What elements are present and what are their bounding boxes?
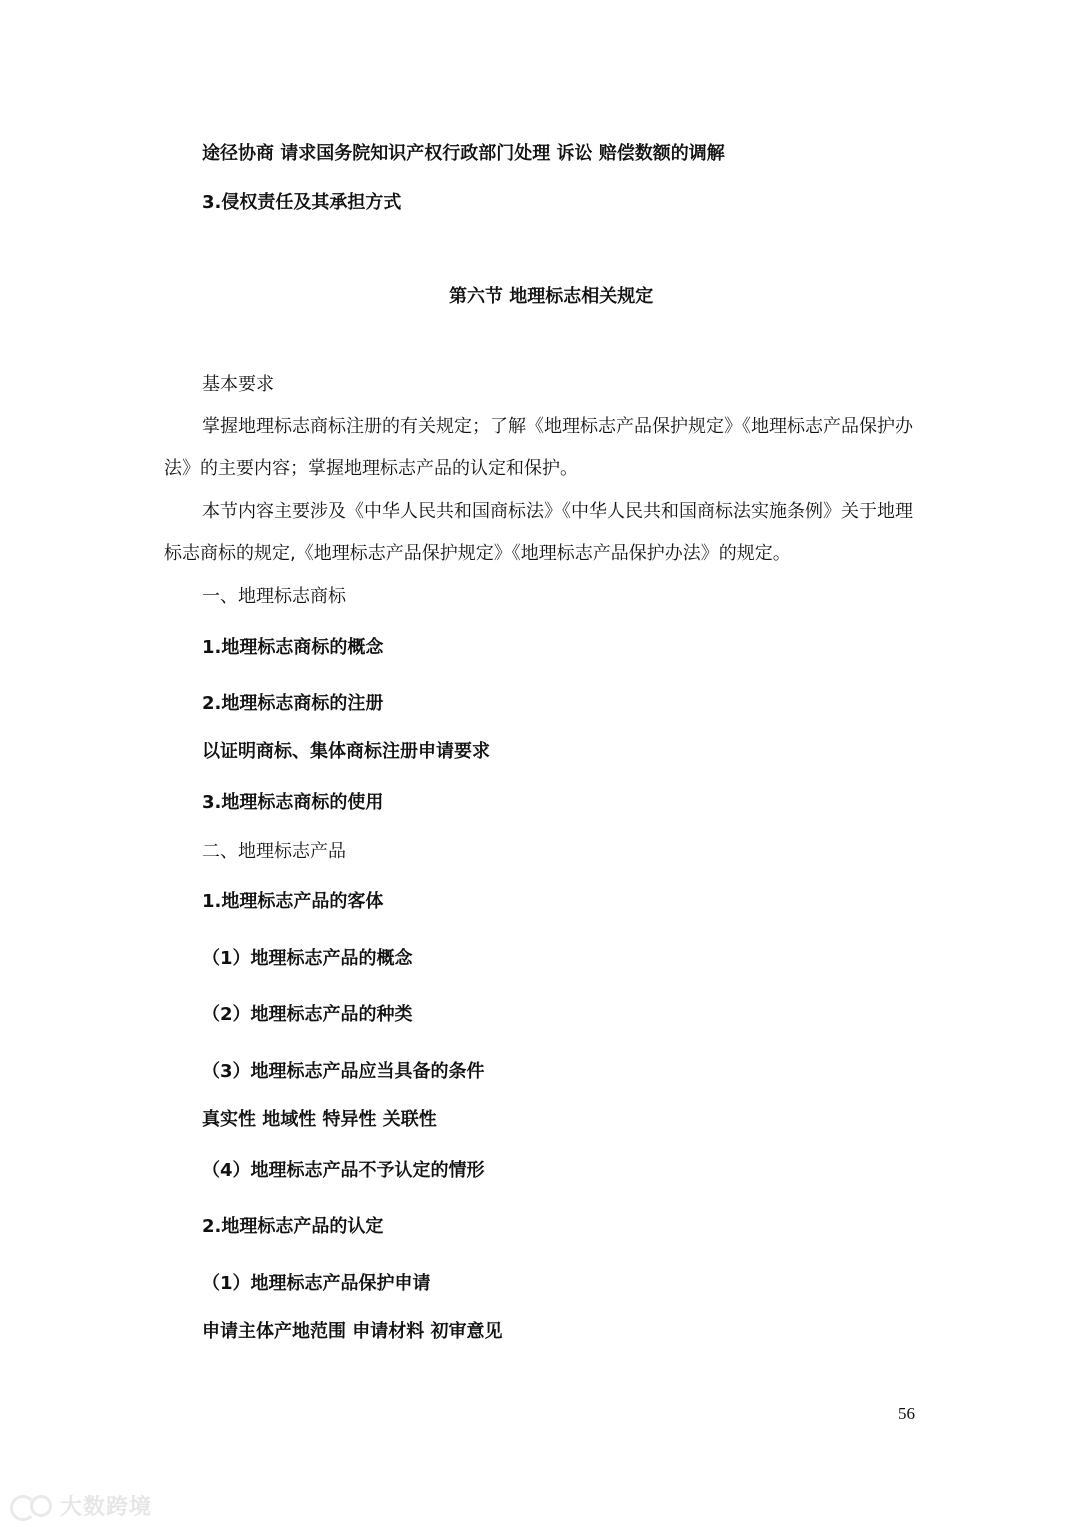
subitem-gi-product-exclusions: （4）地理标志产品不予认定的情形: [202, 1160, 485, 1181]
subitem-gi-product-concept: （1）地理标志产品的概念: [202, 948, 413, 969]
note-application-details: 申请主体产地范围 申请材料 初审意见: [202, 1321, 503, 1342]
item-gi-trademark-use: 3.地理标志商标的使用: [202, 792, 384, 813]
item-gi-product-recognition: 2.地理标志产品的认定: [202, 1216, 384, 1237]
subitem-gi-product-types: （2）地理标志产品的种类: [202, 1004, 413, 1025]
basic-requirements-heading: 基本要求: [202, 374, 274, 395]
item-gi-trademark-registration: 2.地理标志商标的注册: [202, 693, 384, 714]
section-title: 第六节 地理标志相关规定: [449, 286, 654, 307]
heading-gi-products: 二、地理标志产品: [202, 841, 346, 862]
subitem-protection-application: （1）地理标志产品保护申请: [202, 1273, 431, 1294]
watermark: [10, 1490, 152, 1521]
note-conditions-list: 真实性 地域性 特异性 关联性: [202, 1109, 437, 1130]
watermark-logo-icon: [10, 1493, 54, 1519]
item-gi-trademark-concept: 1.地理标志商标的概念: [202, 637, 384, 658]
text-line-remedies: 途径协商 请求国务院知识产权行政部门处理 诉讼 赔偿数额的调解: [202, 143, 725, 164]
page-number: 56: [898, 1404, 915, 1423]
heading-gi-trademark: 一、地理标志商标: [202, 586, 346, 607]
subitem-gi-product-conditions: （3）地理标志产品应当具备的条件: [202, 1061, 485, 1082]
scope-paragraph: 本节内容主要涉及《中华人民共和国商标法》《中华人民共和国商标法实施条例》关于地理标志商标的规定,《地理标志产品保护规定》《地理标志产品保护办法》的规定。: [164, 501, 913, 564]
requirements-paragraph: 掌握地理标志商标注册的有关规定；了解《地理标志产品保护规定》《地理标志产品保护办法》的主要内容；掌握地理标志产品的认定和保护。: [164, 416, 913, 479]
watermark-text: 大数跨境: [60, 1495, 153, 1520]
note-registration-requirements: 以证明商标、集体商标注册申请要求: [202, 741, 490, 762]
item-gi-product-object: 1.地理标志产品的客体: [202, 891, 384, 912]
item-infringement-liability: 3.侵权责任及其承担方式: [202, 192, 402, 213]
